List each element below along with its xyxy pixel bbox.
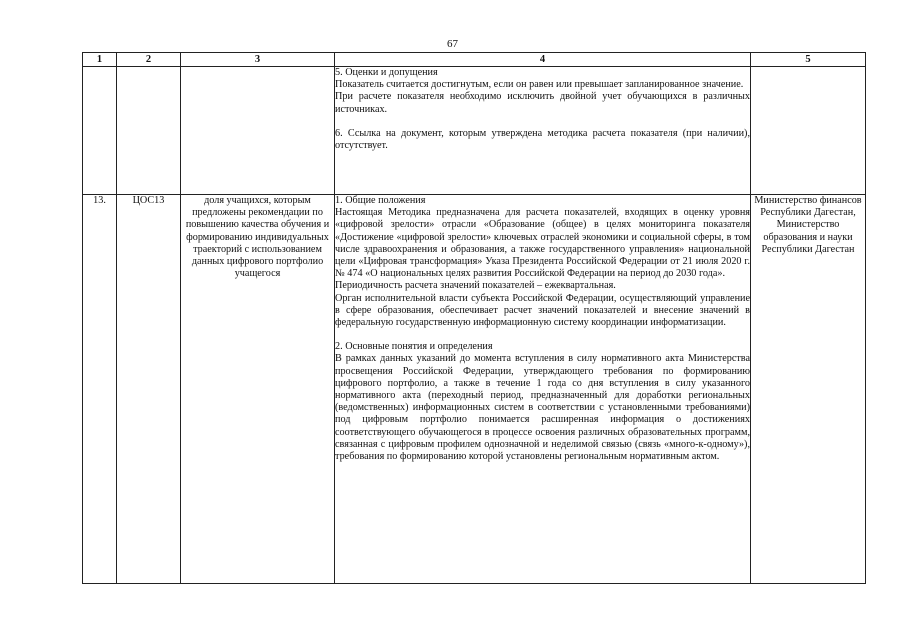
- page-number: 67: [447, 38, 458, 50]
- methodology-paragraph: 1. Общие положения: [335, 195, 426, 206]
- table-header-row: [83, 53, 866, 67]
- continuation-paragraph: 6. Ссылка на документ, которым утверждена методика расчета показателя (при наличии), отсутствует.: [335, 127, 750, 152]
- cell-methodology: [335, 195, 751, 584]
- indicator-name: доля учащихся, которым предложены рекомендации по повышению качества обучения и формированию индивидуальных траекторий с использованием данных цифрового портфолио учащегося: [181, 195, 335, 584]
- paragraph-gap: [335, 116, 750, 128]
- methodology-paragraph: В рамках данных указаний до момента вступления в силу нормативного акта Министерства просвещения Российской Федерации, утверждающего требования по формированию цифрового портфолио, а также в течение 1 года со дня вступления в силу указанного нормативного акта (переходный период, предназначенный для доработки региональных (ведомственных) информационных систем в соответствии с установленными требованиями) под цифровым портфолио понимается расширенная информация о достижениях соответствующего обучающегося в процессе освоения различных образовательных программ, связанная с цифровым профилем однозначной и неделимой связью (связь «много-к-одному»), требования по формированию которой установлены региональным нормативным актом.: [335, 353, 750, 463]
- methodology-paragraph: Настоящая Методика предназначена для расчета показателей, входящих в оценку уровня «цифровой зрелости» отрасли «Образование (общее) в целях мониторинга показателя «Достижение «цифровой зрелости» ключевых отраслей экономики и социальной сферы, в том числе здравоохранения и образования, а также государственного управления» национальной цели «Цифровая трансформация» Указа Президента Российской Федерации от 21 июля 2020 г. № 474 «О национальных целях развития Российской Федерации на период до 2030 года».: [335, 207, 750, 280]
- cell-code-empty: [117, 67, 181, 195]
- cell-methodology-continuation: [335, 67, 751, 195]
- indicator-code: ЦОС13: [117, 195, 181, 584]
- responsible-bodies: Министерство финансов Республики Дагестан, Министерство образования и науки Республики Дагестан: [751, 195, 866, 584]
- methodology-paragraph: 2. Основные понятия и определения: [335, 341, 493, 353]
- column-header-5: 5: [751, 53, 866, 67]
- continuation-paragraph: Показатель считается достигнутым, если он равен или превышает запланированное значение.: [335, 79, 744, 91]
- column-header-4: 4: [335, 53, 751, 67]
- paragraph-gap: [335, 329, 750, 341]
- continuation-paragraph: При расчете показателя необходимо исключить двойной учет обучающихся в различных источниках.: [335, 91, 750, 115]
- cell-number-empty: [83, 67, 117, 195]
- table-row-continuation: [83, 67, 866, 195]
- methodology-continuation-text: [335, 67, 750, 152]
- cell-indicator-empty: [181, 67, 335, 195]
- methodology-text: [335, 195, 750, 463]
- column-header-1: 1: [83, 53, 117, 67]
- continuation-paragraph: 5. Оценки и допущения: [335, 67, 438, 78]
- methodology-paragraph: Периодичность расчета значений показателей – ежеквартальная.: [335, 280, 616, 292]
- cell-responsible-empty: [751, 67, 866, 195]
- methodology-paragraph: Орган исполнительной власти субъекта Российской Федерации, осуществляющий управление в сфере образования, обеспечивает расчет значений показателей и внесение значений в федеральную государственную информационную систему координации информатизации.: [335, 292, 750, 329]
- methodology-table: [82, 52, 866, 584]
- column-header-3: 3: [181, 53, 335, 67]
- row-number: 13.: [83, 195, 117, 584]
- column-header-2: 2: [117, 53, 181, 67]
- table-row-13: [83, 195, 866, 584]
